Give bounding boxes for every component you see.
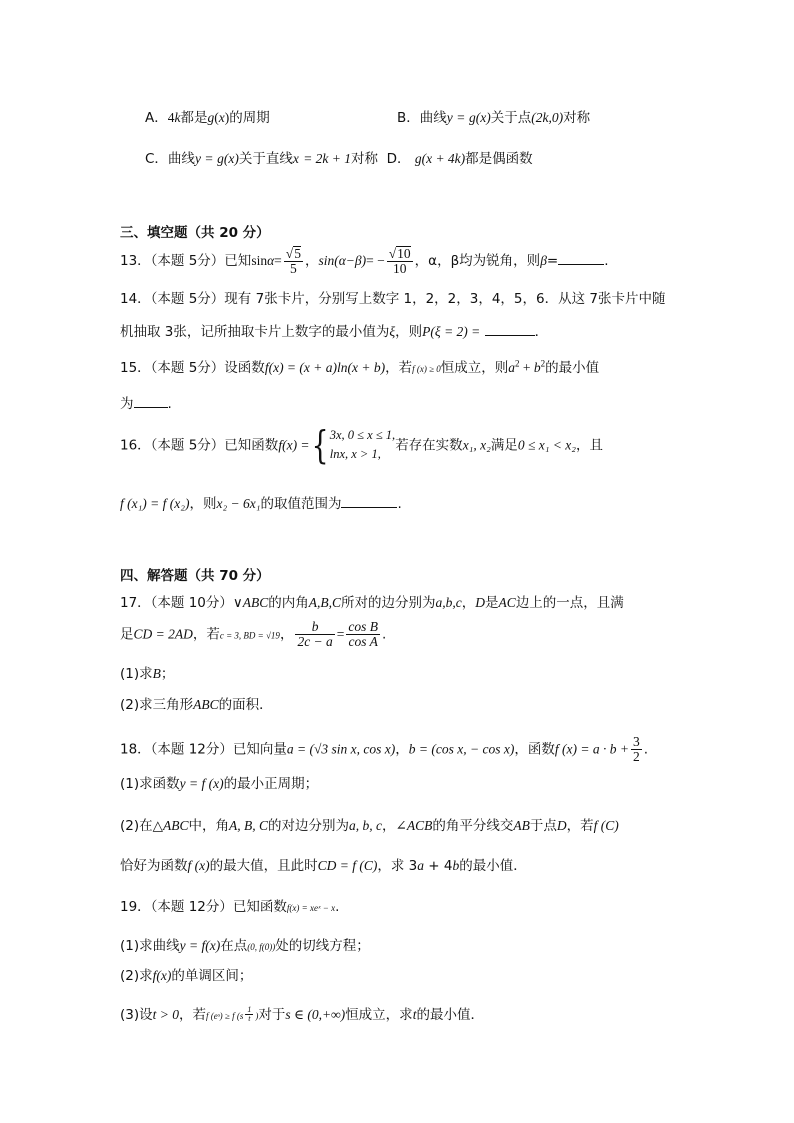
answer-blank [341,506,397,508]
question-19-part-2: (2)求f(x)的单调区间； [120,968,253,984]
question-13: 13．（本题 5分）已知sinα= $\frac{√5}{5}$ ，sin(α−β)= − $\frac{√10}{10}$ ，α，β均为锐角，则β= . [120,246,609,277]
question-19-part-1: (1)求曲线y = f(x)在点(0, f(0))处的切线方程； [120,938,370,954]
option-c: C．曲线y = g(x)关于直线x = 2k + 1对称 D． g(x + 4k)都是偶函数 [145,151,533,167]
question-18-line-1: 18．（本题 12分）已知向量a = (√3 sin x, cos x)，b = (cos x, − cos x)，函数f (x) = a · b + $\frac{3}{2}$ . [120,734,648,765]
question-16-line-1: 16．（本题 5分）已知函数f(x) ={ 3x, 0 ≤ x ≤ 1, lnx, x > 1, 若存在实数x₁, x₂满足0 ≤ x₁ < x₂，且 [120,423,603,468]
question-18-part-1: (1)求函数y = f (x)的最小正周期； [120,776,319,792]
fraction-1-over-t: $\frac{1}{t}$ [247,1005,252,1024]
question-17-line-2: 足CD = 2AD，若c = 3, BD = √19， $\frac{b}{2c - a}$ = $\frac{\text{cos B}}{\text{cos A}}$ . [120,619,387,650]
question-19-line-1: 19．（本题 12分）已知函数f(x) = xeˣ − x. [120,899,340,915]
question-17-line-1: 17．（本题 10分）∨ABC的内角A,B,C所对的边分别为a,b,c，D是AC边上的一点，且满 [120,595,624,611]
fraction-sqrt10-over-10: $\frac{√10}{10}$ [388,246,411,277]
question-18-line-3: 恰好为函数f (x)的最大值，且此时CD = f (C)，求 3a + 4b的最小值． [120,858,527,874]
question-15-line-1: 15．（本题 5分）设函数f(x) = (x + a)ln(x + b)，若f (x) ≥ 0恒成立，则$a^2 + b^2$的最小值 [120,358,600,376]
fraction-3-over-2: $\frac{3}{2}$ [632,734,640,765]
option-b: B．曲线y = g(x)关于点(2k,0)对称 [397,110,591,126]
question-17-part-1: (1)求B； [120,666,175,682]
answer-blank [485,334,535,336]
section-title-fill-in: 三、填空题（共 20 分） [120,225,270,241]
fraction-b-over-2c-minus-a: $\frac{b}{2c - a}$ [297,619,333,650]
question-16-line-2: f (x₁) = f (x₂)，则x₂ − 6x₁的取值范围为 . [120,496,402,512]
option-a: A．4k都是g(x)的周期 [145,110,270,126]
question-14-line-2: 机抽取 3张，记所抽取卡片上数字的最小值为ξ，则P(ξ = 2) = ． [120,324,549,340]
fraction-sqrt5-over-5: $\frac{√5}{5}$ [285,246,301,277]
answer-blank [134,406,168,408]
question-19-part-3: (3)设t > 0，若f (eˢ) ≥ f (s $\frac{1}{t}$ )对于s ∈ (0,+∞)恒成立，求t的最小值． [120,1005,484,1024]
question-15-line-2: 为 . [120,396,172,412]
left-brace: { [311,423,329,468]
piecewise-cases: 3x, 0 ≤ x ≤ 1, lnx, x > 1, [329,428,396,462]
question-14-line-1: 14．（本题 5分）现有 7张卡片，分别写上数字 1，2，2，3，4，5，6．从这 7张卡片中随 [120,291,666,307]
question-18-part-2: (2)在△ABC中，角A, B, C的对边分别为a, b, c，∠ACB的角平分线交AB于点D，若f (C) [120,818,619,834]
section-title-solutions: 四、解答题（共 70 分） [120,568,270,584]
question-17-part-2: (2)求三角形ABC的面积． [120,697,273,713]
answer-blank [558,263,604,265]
fraction-cosB-over-cosA: $\frac{\text{cos B}}{\text{cos A}}$ [348,619,379,650]
